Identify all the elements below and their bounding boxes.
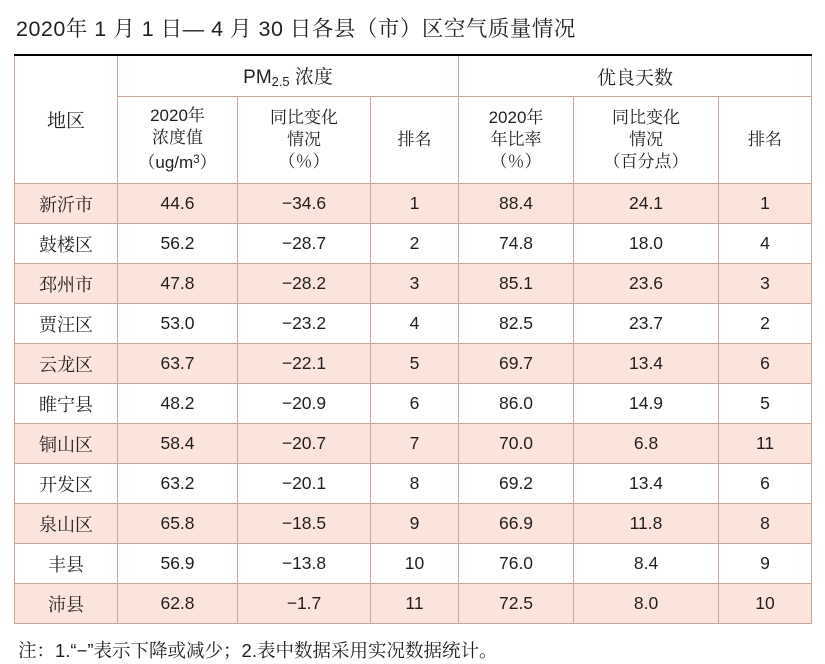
cell-day-rank: 3 xyxy=(719,264,812,304)
cell-region: 邳州市 xyxy=(15,264,118,304)
cell-pm-change: −20.7 xyxy=(238,424,371,464)
cell-pm-value: 56.2 xyxy=(118,224,238,264)
pm25-label-sub: 2.5 xyxy=(271,74,290,90)
column-header-day-rate xyxy=(459,97,574,184)
cell-day-rank: 11 xyxy=(719,424,812,464)
table-row xyxy=(15,264,812,304)
column-header-pm-rank: 排名 xyxy=(371,97,459,184)
pm-unit-prefix: （ug/m xyxy=(138,153,194,173)
cell-pm-rank: 4 xyxy=(371,304,459,344)
pm-change-line2: 情况 xyxy=(287,130,321,149)
cell-day-change: 11.8 xyxy=(574,504,719,544)
cell-pm-rank: 3 xyxy=(371,264,459,304)
table-sub-header-row xyxy=(15,97,812,184)
cell-day-change: 8.4 xyxy=(574,544,719,584)
cell-pm-value: 47.8 xyxy=(118,264,238,304)
cell-day-rate: 72.5 xyxy=(459,584,574,624)
table-row xyxy=(15,584,812,624)
column-header-day-change xyxy=(574,97,719,184)
cell-region: 丰县 xyxy=(15,544,118,584)
cell-day-change: 8.0 xyxy=(574,584,719,624)
cell-day-change: 18.0 xyxy=(574,224,719,264)
cell-pm-change: −18.5 xyxy=(238,504,371,544)
cell-day-change: 24.1 xyxy=(574,184,719,224)
column-header-day-rank: 排名 xyxy=(719,97,812,184)
cell-pm-change: −34.6 xyxy=(238,184,371,224)
cell-pm-value: 62.8 xyxy=(118,584,238,624)
cell-region: 沛县 xyxy=(15,584,118,624)
cell-day-rank: 4 xyxy=(719,224,812,264)
column-header-pm-change xyxy=(238,97,371,184)
cell-pm-rank: 6 xyxy=(371,384,459,424)
cell-region: 睢宁县 xyxy=(15,384,118,424)
cell-pm-rank: 9 xyxy=(371,504,459,544)
day-change-line3: （百分点） xyxy=(603,152,689,171)
cell-day-rate: 85.1 xyxy=(459,264,574,304)
cell-day-rank: 9 xyxy=(719,544,812,584)
table-row xyxy=(15,424,812,464)
cell-region: 开发区 xyxy=(15,464,118,504)
cell-region: 贾汪区 xyxy=(15,304,118,344)
cell-day-rate: 69.7 xyxy=(459,344,574,384)
cell-region: 泉山区 xyxy=(15,504,118,544)
page-title: 2020年 1 月 1 日— 4 月 30 日各县（市）区空气质量情况 xyxy=(16,17,576,41)
table-group-header-row xyxy=(15,55,812,97)
cell-pm-value: 63.2 xyxy=(118,464,238,504)
cell-pm-change: −23.2 xyxy=(238,304,371,344)
air-quality-table xyxy=(14,54,812,624)
cell-day-change: 23.6 xyxy=(574,264,719,304)
cell-region: 鼓楼区 xyxy=(15,224,118,264)
table-row xyxy=(15,184,812,224)
table-row xyxy=(15,224,812,264)
cell-pm-rank: 11 xyxy=(371,584,459,624)
pm-value-line1: 2020年 xyxy=(150,106,205,126)
pm-value-line2: 浓度值 xyxy=(152,128,203,148)
column-group-header-pm25 xyxy=(118,55,459,97)
cell-day-rate: 74.8 xyxy=(459,224,574,264)
pm-change-line1: 同比变化 xyxy=(270,108,338,127)
cell-day-change: 23.7 xyxy=(574,304,719,344)
cell-day-rank: 10 xyxy=(719,584,812,624)
pm25-label-suffix: 浓度 xyxy=(289,67,333,89)
cell-day-rate: 82.5 xyxy=(459,304,574,344)
column-group-header-good-days: 优良天数 xyxy=(459,55,812,97)
cell-region: 铜山区 xyxy=(15,424,118,464)
cell-day-change: 14.9 xyxy=(574,384,719,424)
cell-pm-rank: 1 xyxy=(371,184,459,224)
pm-unit-end: ） xyxy=(199,153,217,173)
cell-region: 新沂市 xyxy=(15,184,118,224)
pm25-label-prefix: PM xyxy=(243,67,272,89)
table-row xyxy=(15,304,812,344)
cell-day-rank: 6 xyxy=(719,344,812,384)
column-header-region: 地区 xyxy=(15,55,118,184)
cell-pm-rank: 8 xyxy=(371,464,459,504)
day-rate-line3: （％） xyxy=(490,152,542,171)
cell-day-change: 13.4 xyxy=(574,464,719,504)
cell-pm-value: 53.0 xyxy=(118,304,238,344)
table-body xyxy=(15,184,812,624)
cell-pm-change: −1.7 xyxy=(238,584,371,624)
column-header-pm-value xyxy=(118,97,238,184)
cell-pm-value: 44.6 xyxy=(118,184,238,224)
table-row xyxy=(15,464,812,504)
cell-day-rate: 66.9 xyxy=(459,504,574,544)
day-rate-line1: 2020年 xyxy=(488,108,544,127)
cell-pm-value: 63.7 xyxy=(118,344,238,384)
cell-pm-value: 56.9 xyxy=(118,544,238,584)
cell-day-change: 13.4 xyxy=(574,344,719,384)
pm-unit-sup: 3 xyxy=(193,154,200,167)
cell-day-rate: 88.4 xyxy=(459,184,574,224)
pm-change-line3: （％） xyxy=(278,152,330,171)
cell-pm-change: −28.7 xyxy=(238,224,371,264)
day-change-line2: 情况 xyxy=(629,130,664,149)
table-footnote: 注：1.“−”表示下降或减少；2.表中数据采用实况数据统计。 xyxy=(18,640,498,661)
cell-pm-change: −28.2 xyxy=(238,264,371,304)
cell-pm-rank: 2 xyxy=(371,224,459,264)
cell-region: 云龙区 xyxy=(15,344,118,384)
cell-day-rate: 69.2 xyxy=(459,464,574,504)
cell-pm-change: −20.9 xyxy=(238,384,371,424)
cell-pm-change: −20.1 xyxy=(238,464,371,504)
cell-day-rank: 2 xyxy=(719,304,812,344)
cell-pm-rank: 10 xyxy=(371,544,459,584)
pm-value-line3 xyxy=(119,149,236,174)
cell-pm-rank: 5 xyxy=(371,344,459,384)
cell-pm-rank: 7 xyxy=(371,424,459,464)
cell-day-rate: 86.0 xyxy=(459,384,574,424)
cell-day-change: 6.8 xyxy=(574,424,719,464)
table-row xyxy=(15,384,812,424)
table-row xyxy=(15,344,812,384)
day-change-line1: 同比变化 xyxy=(612,108,681,127)
cell-pm-change: −22.1 xyxy=(238,344,371,384)
cell-pm-change: −13.8 xyxy=(238,544,371,584)
cell-day-rate: 70.0 xyxy=(459,424,574,464)
cell-pm-value: 58.4 xyxy=(118,424,238,464)
cell-day-rank: 8 xyxy=(719,504,812,544)
table-head xyxy=(15,55,812,184)
cell-day-rank: 1 xyxy=(719,184,812,224)
cell-day-rank: 6 xyxy=(719,464,812,504)
table-row xyxy=(15,544,812,584)
day-rate-line2: 年比率 xyxy=(490,130,542,149)
cell-pm-value: 48.2 xyxy=(118,384,238,424)
cell-day-rank: 5 xyxy=(719,384,812,424)
cell-day-rate: 76.0 xyxy=(459,544,574,584)
cell-pm-value: 65.8 xyxy=(118,504,238,544)
table-row xyxy=(15,504,812,544)
